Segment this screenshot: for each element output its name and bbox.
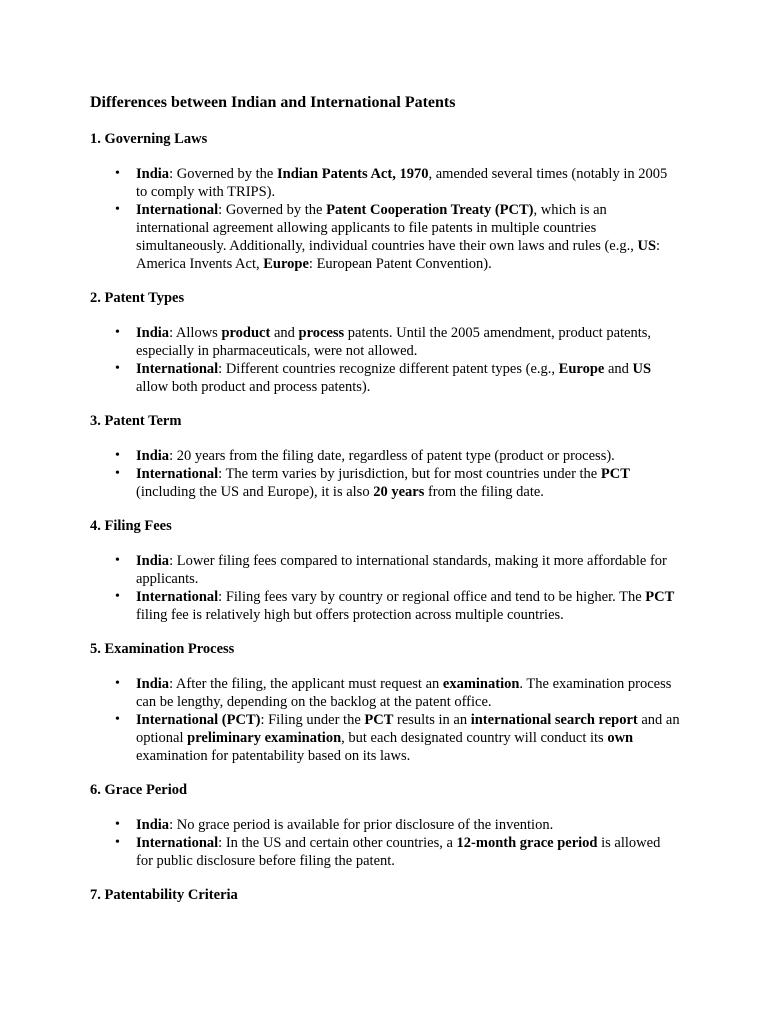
body-text: : Filing under the xyxy=(260,712,365,728)
bold-text: International xyxy=(136,835,219,851)
bold-text: India xyxy=(136,325,170,341)
bold-text: International xyxy=(136,589,219,605)
body-text: and xyxy=(604,361,633,377)
bold-text: preliminary examination xyxy=(187,730,342,746)
bullet-list xyxy=(90,816,680,870)
body-text: and xyxy=(270,325,299,341)
body-text: : Governed by the xyxy=(169,166,277,182)
bold-text: Europe xyxy=(263,256,309,272)
bullet-item xyxy=(136,816,680,834)
bullet-list xyxy=(90,675,680,765)
bullet-list xyxy=(90,447,680,501)
body-text: : Governed by the xyxy=(218,202,327,218)
body-text: : Filing fees vary by country or regional office and tend to be higher. The xyxy=(218,589,646,605)
bold-text: international search report xyxy=(470,712,638,728)
bullet-item xyxy=(136,552,680,588)
body-text: is allowed for public disclosure before filing the patent. xyxy=(136,835,661,869)
body-text: : Allows xyxy=(169,325,222,341)
bold-text: examination xyxy=(442,676,520,692)
section-heading: 2. Patent Types xyxy=(90,290,185,306)
body-text: and an optional xyxy=(136,712,680,746)
document-sections xyxy=(90,129,680,905)
document-title: Differences between Indian and International Patents xyxy=(90,94,456,111)
section-heading: 6. Grace Period xyxy=(90,782,188,798)
bold-text: India xyxy=(136,553,170,569)
bold-text: PCT xyxy=(364,712,394,728)
body-text: , which is an international agreement allowing applicants to file patents in multiple countries simultaneously. Additionally, individual countries have their own laws and rules (e.g., xyxy=(136,202,638,254)
body-text: : The term varies by jurisdiction, but for most countries under the xyxy=(218,466,601,482)
bold-text: 20 years xyxy=(373,484,425,500)
bold-text: International xyxy=(136,466,219,482)
bold-text: International xyxy=(136,361,219,377)
bold-text: product xyxy=(221,325,271,341)
body-text: allow both product and process patents). xyxy=(136,379,371,395)
bold-text: Europe xyxy=(558,361,605,377)
bold-text: International xyxy=(136,202,219,218)
bullet-item xyxy=(136,324,680,360)
bold-text: India xyxy=(136,676,170,692)
bold-text: Patent Cooperation Treaty (PCT) xyxy=(326,202,534,218)
body-text: patents. Until the 2005 amendment, product patents, especially in pharmaceuticals, were not allowed. xyxy=(136,325,652,359)
bullet-item xyxy=(136,711,680,765)
bold-text: 12-month grace period xyxy=(456,835,598,851)
bullet-item xyxy=(136,588,680,624)
bold-text: India xyxy=(136,448,170,464)
bullet-item xyxy=(136,360,680,396)
document-page xyxy=(90,92,680,905)
bullet-item xyxy=(136,165,680,201)
body-text: (including the US and Europe), it is also xyxy=(136,484,374,500)
bold-text: PCT xyxy=(645,589,675,605)
bold-text: India xyxy=(136,166,170,182)
section-heading: 3. Patent Term xyxy=(90,413,182,429)
body-text: : 20 years from the filing date, regardless of patent type (product or process). xyxy=(169,448,615,464)
body-text: , but each designated country will conduct its xyxy=(341,730,608,746)
section-heading: 1. Governing Laws xyxy=(90,131,208,147)
bullet-item xyxy=(136,675,680,711)
bullet-list xyxy=(90,324,680,396)
body-text: : Different countries recognize different patent types (e.g., xyxy=(218,361,559,377)
body-text: filing fee is relatively high but offers protection across multiple countries. xyxy=(136,607,564,623)
bold-text: US xyxy=(632,361,652,377)
bold-text: Indian Patents Act, 1970 xyxy=(276,166,429,182)
section-heading: 4. Filing Fees xyxy=(90,518,172,534)
section-heading: 5. Examination Process xyxy=(90,641,235,657)
body-text: examination for patentability based on its laws. xyxy=(136,748,411,764)
bold-text: International (PCT) xyxy=(136,712,261,728)
body-text: : America Invents Act, xyxy=(136,238,661,272)
bullet-list xyxy=(90,165,680,273)
bold-text: PCT xyxy=(600,466,630,482)
bold-text: own xyxy=(607,730,634,746)
body-text: : After the filing, the applicant must request an xyxy=(169,676,443,692)
bullet-list xyxy=(90,552,680,624)
body-text: results in an xyxy=(393,712,471,728)
bullet-item xyxy=(136,201,680,273)
bullet-item xyxy=(136,834,680,870)
bullet-item xyxy=(136,447,680,465)
body-text: : European Patent Convention). xyxy=(308,256,492,272)
body-text: : Lower filing fees compared to international standards, making it more affordable for applicants. xyxy=(136,553,667,587)
body-text: : No grace period is available for prior disclosure of the invention. xyxy=(169,817,554,833)
bold-text: US xyxy=(637,238,657,254)
body-text: . The examination process can be lengthy, depending on the backlog at the patent office. xyxy=(136,676,672,710)
bold-text: India xyxy=(136,817,170,833)
bullet-item xyxy=(136,465,680,501)
body-text: from the filing date. xyxy=(424,484,544,500)
body-text: , amended several times (notably in 2005 to comply with TRIPS). xyxy=(136,166,668,200)
section-heading: 7. Patentability Criteria xyxy=(90,887,238,903)
body-text: : In the US and certain other countries, a xyxy=(218,835,457,851)
bold-text: process xyxy=(298,325,345,341)
